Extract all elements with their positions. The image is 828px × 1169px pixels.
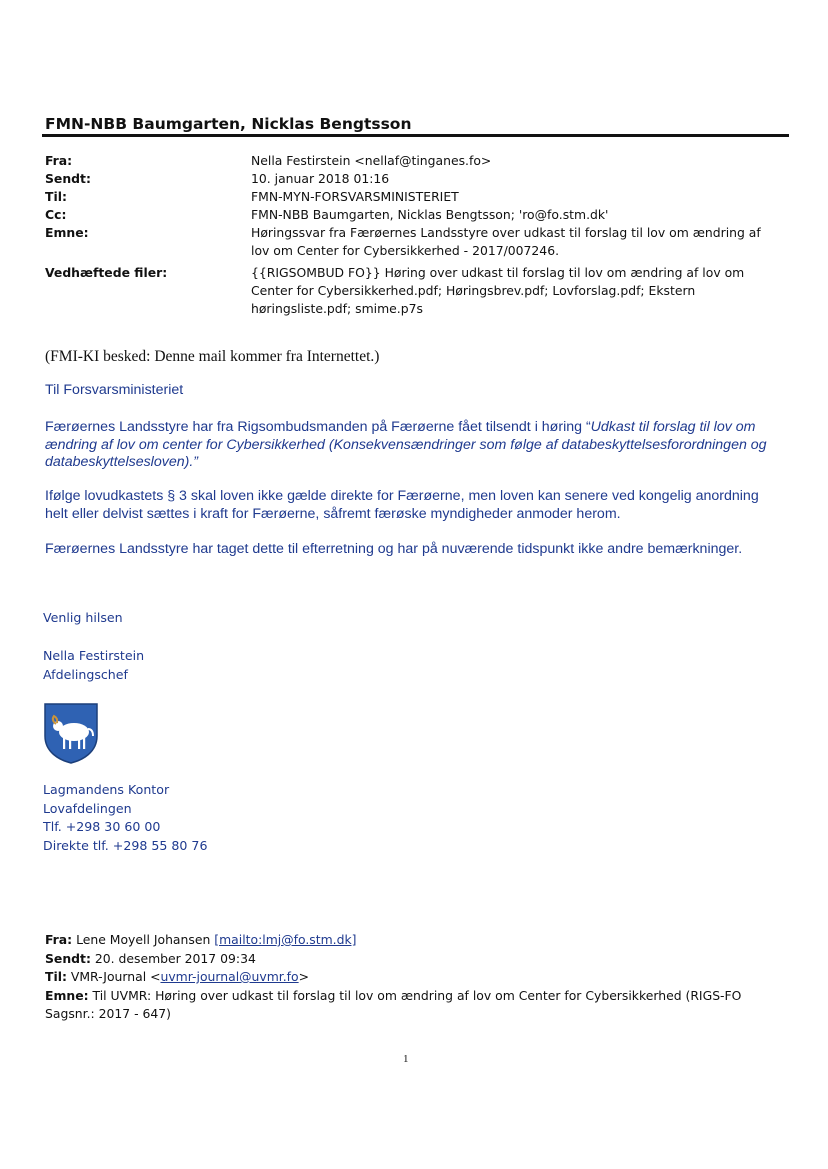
- hearing-title-quote: Udkast til forslag til lov om ændring af lov om center for Cybersikkerhed (Konsekvensændringer som følge af databeskyttelsesforordningen og databeskyttelsesloven).”: [45, 419, 767, 470]
- forwarded-sent-label: Sendt:: [45, 950, 91, 966]
- attachments-value: {{RIGSOMBUD FO}} Høring over udkast til forslag til lov om ændring af lov om Center for Cybersikkerhed.pdf; Høringsbrev.pdf; Lovforslag.pdf; Ekstern høringsliste.pdf; smime.p7s: [251, 265, 745, 316]
- forwarded-to: [45, 968, 795, 987]
- page-number: 1: [403, 1053, 409, 1065]
- header-row-sent: [45, 170, 775, 188]
- forwarded-to-label: Til:: [45, 969, 67, 984]
- header-rule: [42, 134, 789, 137]
- signature-greeting: Venlig hilsen: [43, 610, 123, 625]
- attachments-label: Vedhæftede filer:: [45, 265, 168, 280]
- forwarded-from-mailto-link[interactable]: [mailto:lmj@fo.stm.dk]: [214, 932, 357, 947]
- mailbox-owner: FMN-NBB Baumgarten, Nicklas Bengtsson: [45, 115, 412, 133]
- paragraph-section3: Ifølge lovudkastets § 3 skal loven ikke gælde direkte for Færøerne, men loven kan senere ved kongelig anordning helt eller delvist sættes i kraft for Færøerne, såfremt færøske myndigheder anmoder herom.: [45, 488, 759, 522]
- office-name: Lagmandens Kontor: [43, 782, 170, 797]
- to-value: FMN-MYN-FORSVARSMINISTERIET: [251, 189, 459, 204]
- faroe-coat-of-arms-icon: [43, 702, 99, 764]
- cc-value: FMN-NBB Baumgarten, Nicklas Bengtsson; 'ro@fo.stm.dk': [251, 207, 609, 222]
- forwarded-subject-value: Til UVMR: Høring over udkast til forslag til lov om ændring af lov om Center for Cybersikkerhed (RIGS-FO Sagsnr.: 2017 - 647): [45, 987, 742, 1021]
- forwarded-to-email-link[interactable]: uvmr-journal@uvmr.fo: [160, 969, 299, 984]
- signature-title: Afdelingschef: [43, 666, 128, 682]
- to-label: Til:: [45, 189, 67, 204]
- forwarded-to-end: >: [298, 969, 310, 984]
- forwarded-subject: [45, 987, 795, 1024]
- from-label: Fra:: [45, 153, 73, 168]
- subject-label: Emne:: [45, 225, 89, 240]
- paragraph-hearing: [45, 419, 780, 472]
- office-phone: Tlf. +298 30 60 00: [43, 819, 161, 834]
- forwarded-header: [45, 931, 795, 1024]
- email-header: [45, 152, 775, 318]
- sent-value: 10. januar 2018 01:16: [251, 171, 390, 186]
- header-row-cc: [45, 206, 775, 224]
- forwarded-to-name: VMR-Journal <: [70, 969, 161, 984]
- signature-name: Nella Festirstein: [43, 648, 145, 663]
- forwarded-from-label: Fra:: [45, 932, 73, 947]
- signature-office-block: [43, 781, 207, 855]
- paragraph-hearing-text: Færøernes Landsstyre har fra Rigsombudsmanden på Færøerne fået tilsendt i høring “: [45, 419, 591, 435]
- subject-value: Høringssvar fra Færøernes Landsstyre over udkast til forslag til lov om ændring af lov om Center for Cybersikkerhed - 2017/007246.: [251, 225, 761, 258]
- forwarded-from: [45, 931, 795, 950]
- cc-label: Cc:: [45, 207, 67, 222]
- forwarded-subject-label: Emne:: [45, 987, 89, 1003]
- from-value: Nella Festirstein <nellaf@tinganes.fo>: [251, 153, 492, 168]
- forwarded-sent-value: 20. desember 2017 09:34: [94, 950, 256, 966]
- paragraph-conclusion: Færøernes Landsstyre har taget dette til efterretning og har på nuværende tidspunkt ikke andre bemærkninger.: [45, 541, 743, 557]
- department-name: Lovafdelingen: [43, 800, 132, 816]
- header-row-from: [45, 152, 775, 170]
- header-row-subject: [45, 224, 775, 260]
- sent-label: Sendt:: [45, 171, 91, 186]
- forwarded-from-name: Lene Moyell Johansen: [76, 932, 211, 947]
- forwarded-sent: [45, 950, 795, 969]
- header-row-to: [45, 188, 775, 206]
- header-row-attachments: [45, 264, 775, 318]
- internet-notice: (FMI-KI besked: Denne mail kommer fra Internettet.): [45, 348, 380, 365]
- salutation: Til Forsvarsministeriet: [45, 382, 184, 398]
- direct-phone: Direkte tlf. +298 55 80 76: [43, 837, 208, 853]
- signature-name-block: [43, 647, 144, 684]
